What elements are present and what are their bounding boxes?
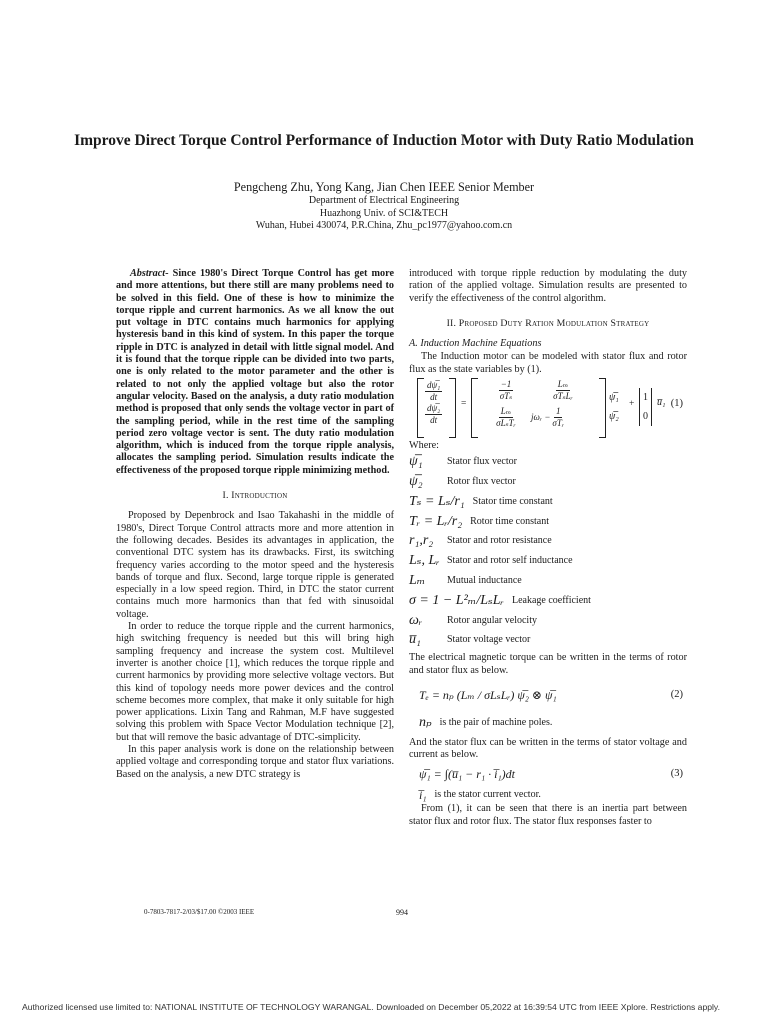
intro-paragraph: Proposed by Depenbrock and Isao Takahashi in the middle of 1980's, Direct Torque Control attracts more and more attention in the following decades. Besides its advantages in application, the conventional DTC system has its drawbacks. First, its switching frequency varies according to the motor speed and the hysteresis bands of torque and flux. Second, large torque ripple is generated especially in a low speed region. Third, in DTC the stator current contains much more harmonics than that fed with sinusoidal voltage. [116, 510, 394, 620]
variable-row [409, 472, 687, 492]
matrix-bracket [471, 378, 478, 438]
page-number: 994 [396, 908, 408, 917]
equation-1-state-matrix: $\frac{\text{dψ̅₁}}{dt}$ $\frac{\text{dψ̅₂}}{dt}$ = $\frac{-1}{\text{σTₛ}}$ $\frac{\text{Lₘ}}{\text{σTₛLᵣ}}$ $\frac{\text{Lₘ}}{\text{σLₛTᵣ}}$ jωᵣ − $\frac{1}{\text{σTᵣ}}$ ψ̅₁ ψ̅₂ + 1 0 u̅₁ (1) [409, 378, 687, 438]
copyright-line: 0-7803-7817-2/03/$17.00 ©2003 IEEE [144, 908, 255, 916]
variable-row [409, 591, 687, 611]
np-symbol: nₚ [419, 714, 432, 730]
variable-description: Leakage coefficient [512, 594, 591, 606]
variable-symbol: u̅₁ [409, 632, 421, 648]
variable-description: Stator time constant [472, 495, 553, 507]
derivative-vector: $\frac{\text{dψ̅₁}}{dt}$ $\frac{\text{dψ̅₂}}{dt}$ [427, 380, 441, 426]
variable-row [409, 571, 687, 591]
license-notice: Authorized licensed use limited to: NATIONAL INSTITUTE OF TECHNOLOGY WARANGAL. Downloaded on December 05,2022 at 16:39:54 UTC from IEEE Xplore. Restrictions apply. [22, 1002, 720, 1012]
flux-paragraph: And the stator flux can be written in the terms of stator voltage and current as below. [409, 736, 687, 761]
equation-number: (2) [670, 688, 683, 700]
variable-symbol: Lₛ, Lᵣ [409, 553, 440, 569]
equation-number: (1) [670, 398, 683, 410]
abstract-text: - Since 1980's Direct Torque Control has get more and more attentions, but there still are many problems need to be solved in this field. One of these is how to minimize the torque ripple and current harmonics. As we all know the out put voltage in DTC contains much harmonics for applying hysteresis band in this kind of system. In this paper the torque ripple in DTC is analyzed in detail with little signal model. And it is found that the torque ripple can be divided into two parts, one is only related to the motor parameter and the other is related to not only the applied voltage but also the rotor angular velocity. Based on the analysis, a duty ratio modulation method is proposed that only sends the voltage vector in part of the sampling period, while in the rest time of the sampling period zero voltage vector is sent. The duty ratio modulation algorithm, which is induced from the torque ripple analysis, allocates the sampling period. Simulation results indicate the effectiveness of the proposed torque ripple minimizing method. [116, 268, 394, 476]
variable-symbol: Tₛ = Lₛ/r₁ [409, 493, 465, 509]
variable-symbol: σ = 1 − L²ₘ/LₛLᵣ [409, 592, 504, 608]
right-column [409, 268, 687, 828]
intro-paragraph: In order to reduce the torque ripple and the current harmonics, high switching frequency is needed but this will bring high sampling frequency and increase the system cost. Multilevel inverter is another choice [1], which reduces the torque ripple and current harmonics by providing more selective voltage vectors. But this kind of topology needs more power devices and the control scheme becomes more complex, that make it only suitable for high power applications. Lixin Tang and Rahman, M.F have suggested solving this problem with Space Vector Modulation technique [2], but that will remove the basic advantage of DTC-simplicity. [116, 621, 394, 743]
variable-description: Rotor angular velocity [447, 614, 537, 626]
variable-description: Stator and rotor self inductance [447, 555, 573, 567]
equation-2-body: Tₑ = nₚ (Lₘ / σLₛLᵣ) ψ̅₂ ⊗ ψ̅₁ [419, 687, 557, 702]
variable-symbol: Lₘ [409, 572, 426, 588]
variable-description: Mutual inductance [447, 574, 522, 586]
model-paragraph: The Induction motor can be modeled with stator flux and rotor flux as the state variables by (1). [409, 351, 687, 375]
variable-description: Rotor time constant [470, 515, 550, 527]
variable-description: Stator and rotor resistance [447, 535, 552, 547]
input-vector: 1 0 [639, 388, 652, 426]
i1-symbol: i̅₁ [419, 788, 427, 803]
torque-paragraph: The electrical magnetic torque can be written in the terms of rotor and stator flux as below. [409, 652, 687, 676]
variable-row [409, 532, 687, 552]
equation-3 [409, 761, 687, 787]
variable-row [409, 631, 687, 651]
last-paragraph: From (1), it can be seen that there is an inertia part between stator flux and rotor flux. The stator flux responses faster to [409, 803, 687, 827]
intro-paragraph: In this paper analysis work is done on the relationship between applied voltage and corresponding torque and stator flux variations. Based on the analysis, a new DTC strategy is [116, 743, 394, 780]
system-matrix: $\frac{-1}{\text{σTₛ}}$ $\frac{\text{Lₘ}}{\text{σTₛLᵣ}}$ $\frac{\text{Lₘ}}{\text{σLₛTᵣ}}$ jωᵣ − $\frac{1}{\text{σTᵣ}}$ [496, 379, 573, 429]
equation-2 [409, 677, 687, 713]
affiliation [60, 195, 708, 233]
variable-row [409, 611, 687, 631]
variable-row [409, 551, 687, 571]
paper-title: Improve Direct Torque Control Performance of Induction Motor with Duty Ratio Modulation [74, 132, 694, 149]
variable-row [409, 492, 687, 512]
section-heading-strategy: II. Proposed Duty Ration Modulation Strategy [446, 317, 650, 329]
variable-symbol: ψ̅₁ [409, 454, 423, 470]
variable-row [409, 512, 687, 532]
variable-symbol: Tᵣ = Lᵣ/r₂ [409, 513, 463, 529]
variable-symbol: r₁,r₂ [409, 533, 434, 549]
subsection-heading: A. Induction Machine Equations [409, 338, 542, 350]
variable-row [409, 452, 687, 472]
left-column [116, 268, 394, 781]
affiliation-line: Wuhan, Hubei 430074, P.R.China, Zhu_pc1977@yahoo.com.cn [255, 220, 513, 232]
matrix-bracket [417, 378, 424, 438]
variable-list [409, 452, 687, 650]
affiliation-line: Huazhong Univ. of SCI&TECH [319, 207, 449, 219]
variable-symbol: ωᵣ [409, 612, 423, 628]
i1-text: is the stator current vector. [434, 789, 541, 801]
variable-symbol: ψ̅₂ [409, 473, 423, 489]
continuation-paragraph: introduced with torque ripple reduction by modulating the duty ration of the applied voltage. Simulation results are presented to verify the effectiveness of the control algorithm. [409, 268, 687, 304]
equation-3-body: ψ̅₁ = ∫(u̅₁ − r₁ · i̅₁)dt [419, 767, 515, 782]
affiliation-line: Department of Electrical Engineering [308, 195, 460, 206]
matrix-bracket [599, 378, 606, 438]
equation-number: (3) [670, 768, 683, 780]
variable-description: Stator flux vector [447, 456, 517, 468]
section-heading-introduction: I. Introduction [222, 490, 288, 502]
np-definition [409, 713, 687, 733]
np-text: is the pair of machine poles. [439, 716, 553, 728]
authors: Pengcheng Zhu, Yong Kang, Jian Chen IEEE Senior Member [233, 180, 535, 194]
i1-definition [409, 787, 687, 803]
abstract [116, 268, 394, 477]
where-label: Where: [409, 440, 439, 452]
variable-description: Rotor flux vector [447, 475, 516, 487]
matrix-bracket [449, 378, 456, 438]
variable-description: Stator voltage vector [447, 634, 531, 646]
abstract-lead: Abstract [130, 268, 166, 279]
flux-vector: ψ̅₁ ψ̅₂ [609, 392, 619, 423]
